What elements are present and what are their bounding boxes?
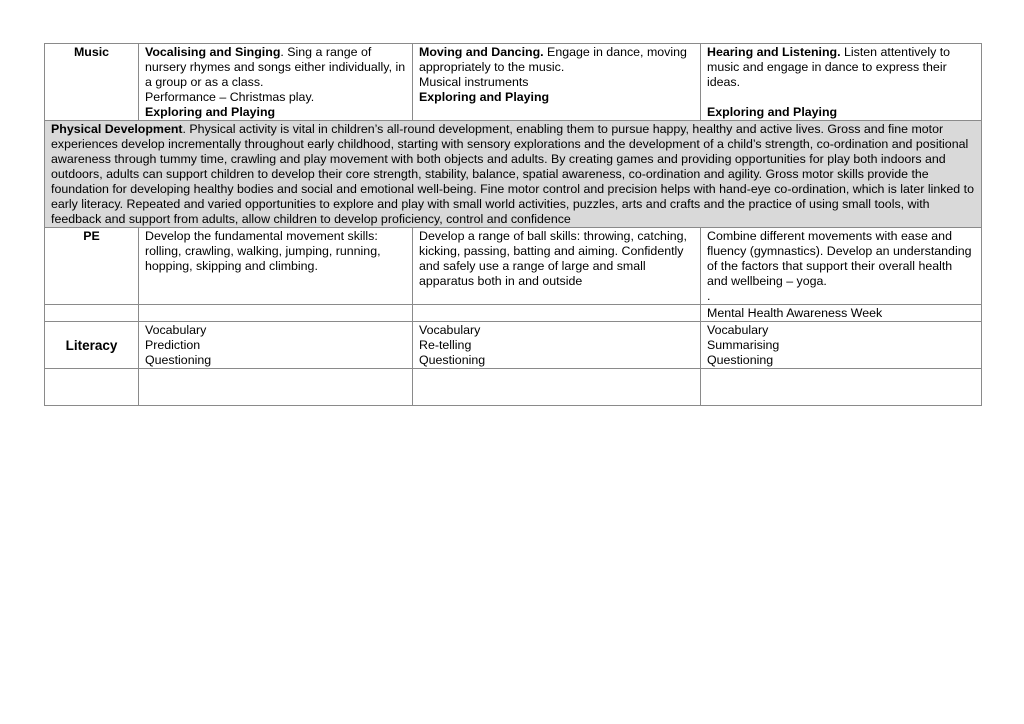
pe-col-3-text: Combine different movements with ease and fluency (gymnastics). Develop an understanding of the factors that support their overall health and wellbeing – yoga.: [707, 229, 972, 288]
literacy-col-2-item: Re-telling: [419, 338, 472, 352]
physical-development-text: . Physical activity is vital in children’s all-round development, enabling them to pursue happy, healthy and active lives. Gross and fine motor experiences develop incrementally throughout early childhood, starting with sensory explorations and the development of a child’s strength, co-ordination and positional awareness through tummy time, crawling and play movement with both objects and adults. By creating games and providing opportunities for play both indoors and outdoors, adults can support children to develop their core strength, stability, balance, spatial awareness, co-ordination and agility. Gross motor skills provide the foundation for developing healthy bodies and social and emotional well-being. Fine motor control and precision helps with hand-eye co-ordination, which is later linked to early literacy. Repeated and varied opportunities to explore and play with small world activities, puzzles, arts and crafts and the practice of using small tools, with feedback and support from adults, allow children to develop proficiency, control and confidence: [51, 122, 974, 226]
physical-development-heading: Physical Development: [51, 122, 183, 136]
music-col-2-text: Engage in dance, moving appropriately to the music.: [419, 45, 687, 74]
music-row: [45, 44, 982, 121]
physical-development-row: [45, 121, 982, 228]
music-col-3-spacer: [707, 90, 975, 105]
music-col-1-line2: Performance – Christmas play.: [145, 90, 315, 104]
pe-extra-col-1: [139, 305, 413, 322]
music-col-1-text: . Sing a range of nursery rhymes and songs either individually, in a group or as a class.: [145, 45, 406, 89]
literacy-col-1: [139, 322, 413, 369]
literacy-col-3-item: Vocabulary: [707, 323, 769, 337]
literacy-col-3-item: Questioning: [707, 353, 774, 367]
pe-extra-row: [45, 305, 982, 322]
literacy-row: [45, 322, 982, 369]
subject-pe: PE: [45, 228, 139, 305]
literacy-extra-col-0: [45, 369, 139, 406]
music-col-3: [701, 44, 982, 121]
physical-development-cell: [45, 121, 982, 228]
pe-col-1: Develop the fundamental movement skills: rolling, crawling, walking, jumping, running, hopping, skipping and climbing.: [139, 228, 413, 305]
music-col-1-heading: Vocalising and Singing: [145, 45, 281, 59]
literacy-extra-col-3: [701, 369, 982, 406]
literacy-extra-col-1: [139, 369, 413, 406]
music-col-1: [139, 44, 413, 121]
music-col-3-text: Listen attentively to music and engage in dance to express their ideas.: [707, 45, 951, 89]
subject-literacy: Literacy: [45, 322, 139, 369]
subject-music: Music: [45, 44, 139, 121]
literacy-col-2-item: Questioning: [419, 353, 486, 367]
music-col-2-footer: Exploring and Playing: [419, 90, 550, 104]
literacy-col-1-item: Questioning: [145, 353, 212, 367]
literacy-extra-row: [45, 369, 982, 406]
music-col-3-footer: Exploring and Playing: [707, 105, 838, 119]
pe-col-2: Develop a range of ball skills: throwing, catching, kicking, passing, batting and aiming. Confidently and safely use a range of large and small apparatus both in and outside: [413, 228, 701, 305]
pe-extra-col-0: [45, 305, 139, 322]
music-col-2: [413, 44, 701, 121]
music-col-3-heading: Hearing and Listening.: [707, 45, 841, 59]
curriculum-table: [44, 43, 982, 406]
literacy-col-1-item: Vocabulary: [145, 323, 207, 337]
music-col-2-heading: Moving and Dancing.: [419, 45, 544, 59]
pe-extra-col-2: [413, 305, 701, 322]
pe-row: [45, 228, 982, 305]
pe-col-3-dot: .: [707, 289, 711, 303]
literacy-col-2-item: Vocabulary: [419, 323, 481, 337]
music-col-2-line2: Musical instruments: [419, 75, 529, 89]
pe-col-3: [701, 228, 982, 305]
music-col-1-footer: Exploring and Playing: [145, 105, 276, 119]
literacy-col-3: [701, 322, 982, 369]
literacy-extra-col-2: [413, 369, 701, 406]
literacy-col-1-item: Prediction: [145, 338, 201, 352]
literacy-col-2: [413, 322, 701, 369]
pe-extra-col-3: Mental Health Awareness Week: [701, 305, 982, 322]
literacy-col-3-item: Summarising: [707, 338, 780, 352]
